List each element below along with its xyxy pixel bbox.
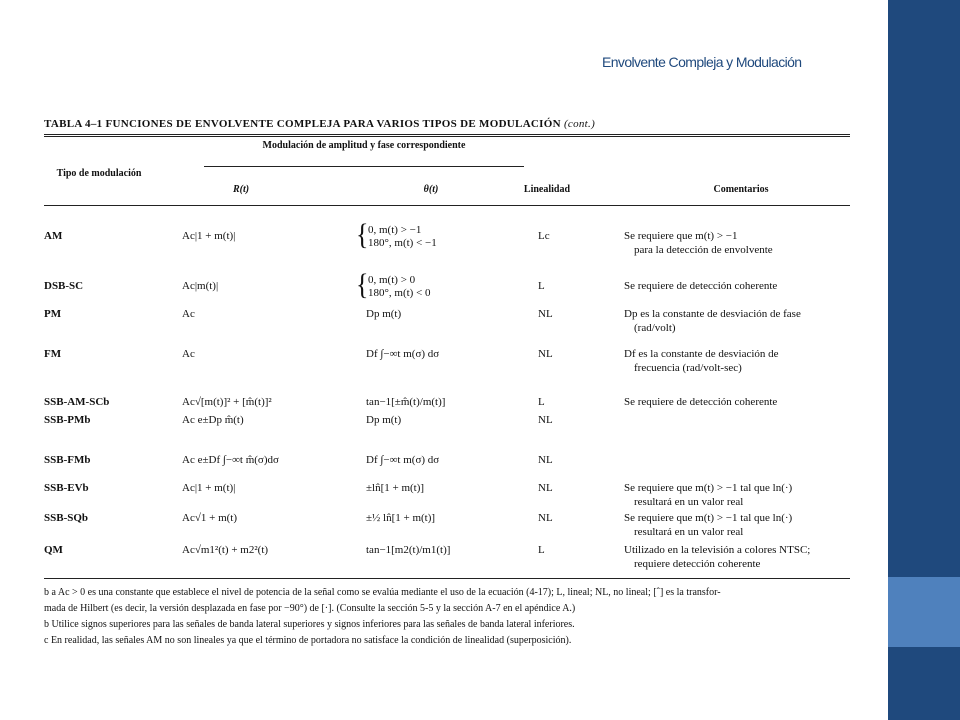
cell-tipo: QM [44, 544, 63, 556]
cell-linealidad: NL [538, 512, 553, 524]
cell-comentario: Utilizado en la televisión a colores NTSC; [624, 544, 811, 556]
cell-linealidad: NL [538, 308, 553, 320]
theta-line: 180°, m(t) < −1 [368, 237, 437, 249]
cell-theta: Dp m(t) [366, 308, 402, 320]
cell-tipo: SSB-PMb [44, 414, 91, 426]
table-title-text: TABLA 4–1 FUNCIONES DE ENVOLVENTE COMPLEJA PARA VARIOS TIPOS DE MODULACIÓN [44, 118, 561, 130]
cell-R: Ac√1 + m(t) [182, 512, 238, 524]
bottom-rule [44, 578, 850, 579]
cell-R: Ac|1 + m(t)| [182, 230, 236, 242]
cell-R: Ac√m1²(t) + m2²(t) [182, 544, 269, 556]
scanned-table [26, 112, 870, 656]
cell-theta: ±½ ln̂[1 + m(t)] [366, 512, 436, 524]
footnote: b a Ac > 0 es una constante que establece el nivel de potencia de la señal como se evalúa mediante el uso de la ecuación (4-17); L, lineal; NL, no lineal; [ˆ] es la transfor- [44, 587, 721, 598]
cell-comentario: Dp es la constante de desviación de fase [624, 308, 801, 320]
brace-glyph: { [356, 267, 369, 302]
header-span-rule [204, 166, 524, 167]
cell-tipo: SSB-SQb [44, 512, 89, 524]
cell-linealidad: Lc [538, 230, 550, 242]
cell-comentario: requiere detección coherente [634, 558, 761, 570]
header-R: R(t) [232, 184, 250, 195]
footnote: mada de Hilbert (es decir, la versión desplazada en fase por −90°) de [·]. (Consulte la sección 5-5 y la sección A-7 en el apéndice A.) [44, 603, 576, 614]
slide-title: Envolvente Compleja y Modulación [602, 54, 802, 70]
cell-comentario: para la detección de envolvente [634, 244, 773, 256]
header-linealidad: Linealidad [523, 184, 571, 195]
cell-tipo: AM [44, 230, 63, 242]
cell-comentario: Se requiere que m(t) > −1 tal que ln(·) [624, 482, 793, 494]
theta-line: 180°, m(t) < 0 [368, 287, 431, 299]
cell-linealidad: NL [538, 454, 553, 466]
header-span: Modulación de amplitud y fase correspondiente [262, 140, 466, 151]
sidebar-band [888, 0, 960, 720]
theta-lines [368, 224, 437, 250]
cell-R: Ac√[m(t)]² + [m̂(t)]² [182, 396, 272, 408]
cell-comentario: (rad/volt) [634, 322, 676, 334]
table-title-cont: (cont.) [563, 118, 596, 130]
theta-lines [368, 274, 431, 300]
cell-comentario: Df es la constante de desviación de [624, 348, 779, 360]
cell-tipo: SSB-FMb [44, 454, 91, 466]
sidebar-accent [888, 577, 960, 647]
cell-tipo: FM [44, 348, 62, 360]
cell-R: Ac|1 + m(t)| [182, 482, 236, 494]
cell-R: Ac|m(t)| [182, 280, 219, 292]
cell-theta: Df ∫−∞t m(σ) dσ [366, 348, 440, 360]
cell-comentario: frecuencia (rad/volt-sec) [634, 362, 742, 374]
cell-linealidad: L [538, 280, 545, 292]
cell-linealidad: NL [538, 348, 553, 360]
cell-comentario: Se requiere de detección coherente [624, 280, 778, 292]
cell-linealidad: NL [538, 414, 553, 426]
cell-theta: Df ∫−∞t m(σ) dσ [366, 454, 440, 466]
header-rule [44, 205, 850, 206]
cell-R: Ac [182, 348, 195, 360]
theta-line: 0, m(t) > −1 [368, 224, 422, 236]
cell-theta: tan−1[m2(t)/m1(t)] [366, 544, 451, 556]
header-comentarios: Comentarios [713, 184, 769, 195]
cell-tipo: PM [44, 308, 62, 320]
cell-linealidad: NL [538, 482, 553, 494]
cell-comentario: Se requiere de detección coherente [624, 396, 778, 408]
cell-theta: tan−1[±m̂(t)/m(t)] [366, 396, 446, 408]
header-tipo: Tipo de modulación [56, 168, 142, 179]
cell-tipo: SSB-AM-SCb [44, 396, 110, 408]
cell-theta: ±ln̂[1 + m(t)] [366, 482, 425, 494]
cell-tipo: DSB-SC [44, 280, 84, 292]
cell-comentario: resultará en un valor real [634, 526, 744, 538]
cell-theta: Dp m(t) [366, 414, 402, 426]
footnote: c En realidad, las señales AM no son lineales ya que el término de portadora no satisface la condición de linealidad (superposición). [44, 635, 572, 646]
cell-R: Ac [182, 308, 195, 320]
footnote: b Utilice signos superiores para las señales de banda lateral superiores y signos inferiores para las señales de banda lateral inferiores. [44, 619, 575, 630]
cell-R: Ac e±Dp m̂(t) [182, 414, 244, 426]
cell-comentario: resultará en un valor real [634, 496, 744, 508]
header-theta: θ(t) [423, 184, 439, 195]
cell-comentario: Se requiere que m(t) > −1 tal que ln(·) [624, 512, 793, 524]
table-title [44, 118, 595, 130]
theta-line: 0, m(t) > 0 [368, 274, 416, 286]
cell-linealidad: L [538, 544, 545, 556]
cell-comentario: Se requiere que m(t) > −1 [624, 230, 738, 242]
cell-tipo: SSB-EVb [44, 482, 89, 494]
cell-linealidad: L [538, 396, 545, 408]
top-rule [44, 134, 850, 137]
cell-R: Ac e±Df ∫−∞t m̂(σ)dσ [182, 454, 279, 466]
brace-glyph: { [356, 217, 369, 252]
